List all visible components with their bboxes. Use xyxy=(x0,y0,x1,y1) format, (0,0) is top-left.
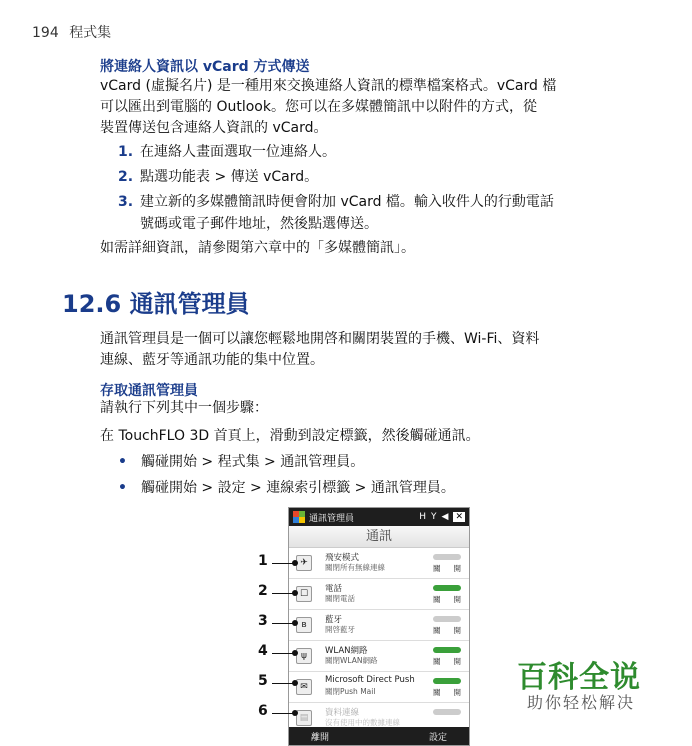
row-airplane[interactable]: ✈ 飛安模式 關閉所有無線連線 關 開 xyxy=(289,548,469,579)
volume-icon[interactable]: ◀ xyxy=(441,512,449,522)
row-bluetooth[interactable]: ʙ 藍牙 開啓藍牙 關 開 xyxy=(289,610,469,641)
row-data-connection[interactable]: ▤ 資料連線 沒有使用中的數據連線 xyxy=(289,703,469,734)
toggle-airplane[interactable] xyxy=(433,554,461,560)
row-direct-push[interactable]: ✉ Microsoft Direct Push 關閉Push Mail 關 開 xyxy=(289,672,469,703)
row-phone[interactable]: ☐ 電話 關閉電話 關 開 xyxy=(289,579,469,610)
settings-softkey[interactable]: 設定 xyxy=(428,732,447,743)
vcard-para-line2: 可以匯出到電腦的 Outlook。您可以在多媒體簡訊中以附件的方式，從 xyxy=(100,99,537,115)
phone-screenshot xyxy=(288,507,470,746)
close-icon[interactable]: ✕ xyxy=(455,512,463,522)
status-icons xyxy=(419,512,465,522)
tab-comm: 通訊 xyxy=(289,526,469,548)
toggle-direct-push[interactable] xyxy=(433,678,461,684)
watermark-title: 百科全说 xyxy=(517,660,641,695)
touchflo-step: 在 TouchFLO 3D 首頁上，滑動到設定標籤，然後觸碰通訊。 xyxy=(100,428,480,444)
step-3: 3. 建立新的多媒體簡訊時便會附加 vCard 檔。輸入收件人的行動電話 號碼或電子郵件地址，然後點選傳送。 xyxy=(118,194,554,232)
vcard-section-title: 將連絡人資訊以 vCard 方式傳送 xyxy=(100,59,310,75)
bullet-dot: • xyxy=(118,480,127,496)
mail-icon: ✉ xyxy=(296,679,312,695)
page-header xyxy=(32,22,117,42)
step-1: 1. 在連絡人畫面選取一位連絡人。 xyxy=(118,144,336,160)
bullet-item: • 觸碰開始 > 設定 > 連線索引標籤 > 通訊管理員。 xyxy=(118,480,455,496)
phone-titlebar xyxy=(289,508,469,526)
softkey-bar xyxy=(289,727,469,745)
callout-1: 1 xyxy=(258,553,268,569)
phone-app-title: 通訊管理員 xyxy=(309,513,355,524)
bullet-dot: • xyxy=(118,454,127,470)
row-wlan[interactable]: ψ WLAN網路 關閉WLAN網路 關 開 xyxy=(289,641,469,672)
windows-logo-icon[interactable] xyxy=(293,511,305,523)
phone-icon: ☐ xyxy=(296,586,312,602)
signal-icon: Y xyxy=(431,512,437,522)
callout-3: 3 xyxy=(258,613,268,629)
steps-intro: 請執行下列其中一個步驟： xyxy=(100,400,268,416)
toggle-wlan[interactable] xyxy=(433,647,461,653)
vcard-para-line1: vCard (虛擬名片) 是一種用來交換連絡人資訊的標準檔案格式。vCard 檔 xyxy=(100,78,557,94)
page-number: 194 xyxy=(32,25,59,41)
comm-mgr-para-line1: 通訊管理員是一個可以讓您輕鬆地開啓和關閉裝置的手機、Wi-Fi、資料 xyxy=(100,331,540,347)
toggle-phone[interactable] xyxy=(433,585,461,591)
bluetooth-icon: ʙ xyxy=(296,617,312,633)
data-connection-icon: ▤ xyxy=(296,710,312,726)
callout-6: 6 xyxy=(258,703,268,719)
vcard-para-line3: 裝置傳送包含連絡人資訊的 vCard。 xyxy=(100,120,328,136)
callout-5: 5 xyxy=(258,673,268,689)
toggle-data-connection[interactable] xyxy=(433,709,461,715)
step-2: 2. 點選功能表 > 傳送 vCard。 xyxy=(118,169,319,185)
callout-4: 4 xyxy=(258,643,268,659)
callout-2: 2 xyxy=(258,583,268,599)
comm-mgr-para-line2: 連線、藍牙等通訊功能的集中位置。 xyxy=(100,352,324,368)
wifi-icon: ψ xyxy=(296,648,312,664)
airplane-icon: ✈ xyxy=(296,555,312,571)
exit-softkey[interactable]: 離開 xyxy=(311,732,330,743)
section-heading: 12.6 通訊管理員 xyxy=(62,290,250,318)
hsdpa-icon: H xyxy=(419,512,427,522)
access-subtitle: 存取通訊管理員 xyxy=(100,383,198,399)
toggle-bluetooth[interactable] xyxy=(433,616,461,622)
bullet-item: • 觸碰開始 > 程式集 > 通訊管理員。 xyxy=(118,454,365,470)
watermark-subtitle: 助你轻松解决 xyxy=(527,693,636,712)
chapter-name: 程式集 xyxy=(69,25,112,41)
more-info-text: 如需詳細資訊，請參閱第六章中的「多媒體簡訊」。 xyxy=(100,240,415,256)
